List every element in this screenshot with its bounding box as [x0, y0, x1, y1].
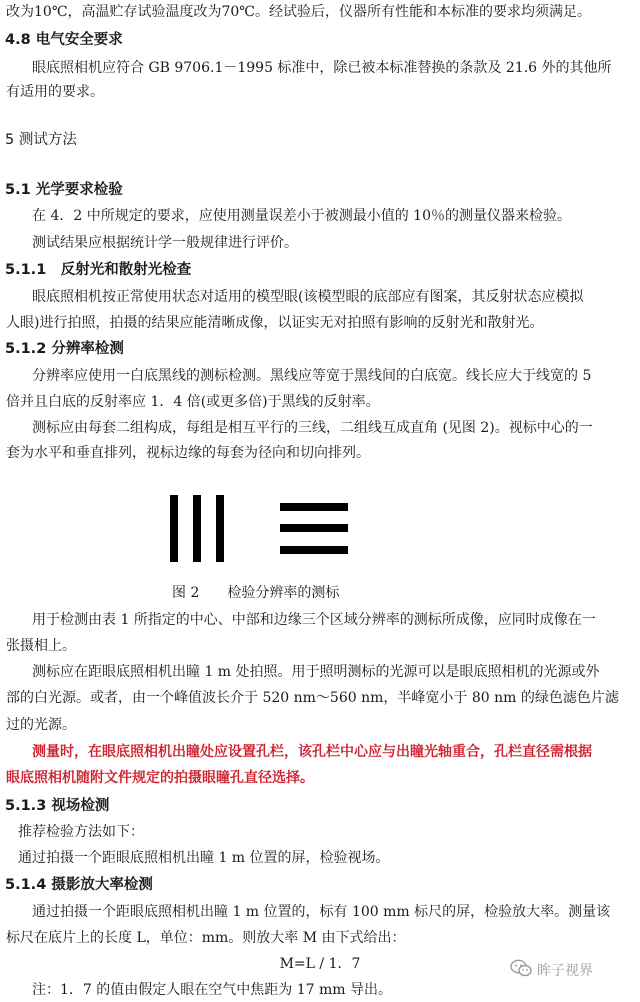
- highlighted-text-line: 眼底照相机随附文件规定的拍摄眼瞳孔直径选择。: [6, 770, 314, 786]
- horizontal-line-3: [280, 546, 348, 554]
- text-line: 测试结果应根据统计学一般规律进行评价。: [32, 235, 298, 251]
- watermark: [510, 958, 635, 982]
- text-line: 套为水平和垂直排列，视标边缘的每套为径向和切向排列。: [6, 445, 370, 461]
- section-heading: 5.1 光学要求检验: [5, 182, 123, 198]
- formula: M=L / 1．7: [279, 956, 361, 972]
- section-heading: 5.1.2 分辨率检测: [5, 341, 124, 357]
- highlighted-text-line: 测量时，在眼底照相机出瞳处应设置孔栏，该孔栏中心应与出瞳光轴重合，孔栏直径需根据: [32, 744, 592, 760]
- section-heading: 5.1.4 摄影放大率检测: [5, 877, 153, 893]
- text-line: 通过拍摄一个距眼底照相机出瞳 1 m 位置的屏，检验视场。: [18, 850, 390, 866]
- text-line: 有适用的要求。: [6, 84, 104, 100]
- text-line: 标尺在底片上的长度 L，单位：mm。则放大率 M 由下式给出：: [6, 930, 406, 946]
- text-line: 眼底照相机应符合 GB 9706.1－1995 标准中，除已被本标准替换的条款及 21.6 外的其他所: [32, 60, 612, 76]
- wechat-icon: [510, 959, 532, 981]
- section-heading: 4.8 电气安全要求: [5, 32, 123, 48]
- resolution-test-target-figure: [165, 495, 345, 565]
- text-line: 张摄相上。: [6, 638, 76, 654]
- footnote: 注：1．7 的值由假定人眼在空气中焦距为 17 mm 导出。: [32, 982, 392, 998]
- text-line: 测标应由每套二组构成，每组是相互平行的三线，二组线互成直角 (见图 2)。视标中心的一: [32, 420, 593, 436]
- vertical-line-1: [170, 495, 178, 562]
- text-line: 改为10℃，高温贮存试验温度改为70℃。经试验后，仪器所有性能和本标准的要求均须满足。: [6, 4, 591, 20]
- text-line: 测标应在距眼底照相机出瞳 1 m 处拍照。用于照明测标的光源可以是眼底照相机的光源或外: [32, 664, 600, 680]
- text-line: 人眼)进行拍照，拍摄的结果应能清晰成像，以证实无对拍照有影响的反射光和散射光。: [6, 315, 544, 331]
- vertical-line-2: [193, 495, 201, 562]
- text-line: 部的白光源。或者，由一个峰值波长介于 520 nm～560 nm，半峰宽小于 80 nm 的绿色滤色片滤: [6, 690, 619, 706]
- figure-caption: 图 2 检验分辨率的测标: [172, 585, 340, 601]
- chapter-heading: 5 测试方法: [5, 132, 77, 148]
- horizontal-line-1: [280, 503, 348, 511]
- section-heading: 5.1.1 反射光和散射光检查: [5, 262, 192, 278]
- horizontal-line-2: [280, 524, 348, 532]
- vertical-line-3: [216, 495, 224, 562]
- text-line: 在 4．2 中所规定的要求，应使用测量误差小于被测最小值的 10％的测量仪器来检验。: [32, 208, 571, 224]
- text-line: 通过拍摄一个距眼底照相机出瞳 1 m 位置的，标有 100 mm 标尺的屏，检验放大率。测量该: [32, 904, 611, 920]
- section-heading: 5.1.3 视场检测: [5, 798, 110, 814]
- text-line: 倍并且白底的反射率应 1．4 倍(或更多倍)于黑线的反射率。: [6, 394, 380, 410]
- text-line: 眼底照相机按正常使用状态对适用的模型眼(该模型眼的底部应有图案，其反射状态应模拟: [32, 289, 584, 305]
- text-line: 分辨率应使用一白底黑线的测标检测。黑线应等宽于黑线间的白底宽。线长应大于线宽的 5: [32, 368, 592, 384]
- text-line: 用于检测由表 1 所指定的中心、中部和边缘三个区域分辨率的测标所成像，应同时成像在一: [32, 612, 596, 628]
- watermark-text: 眸子视界: [537, 963, 593, 979]
- text-line: 过的光源。: [6, 717, 76, 733]
- text-line: 推荐检验方法如下：: [18, 824, 144, 840]
